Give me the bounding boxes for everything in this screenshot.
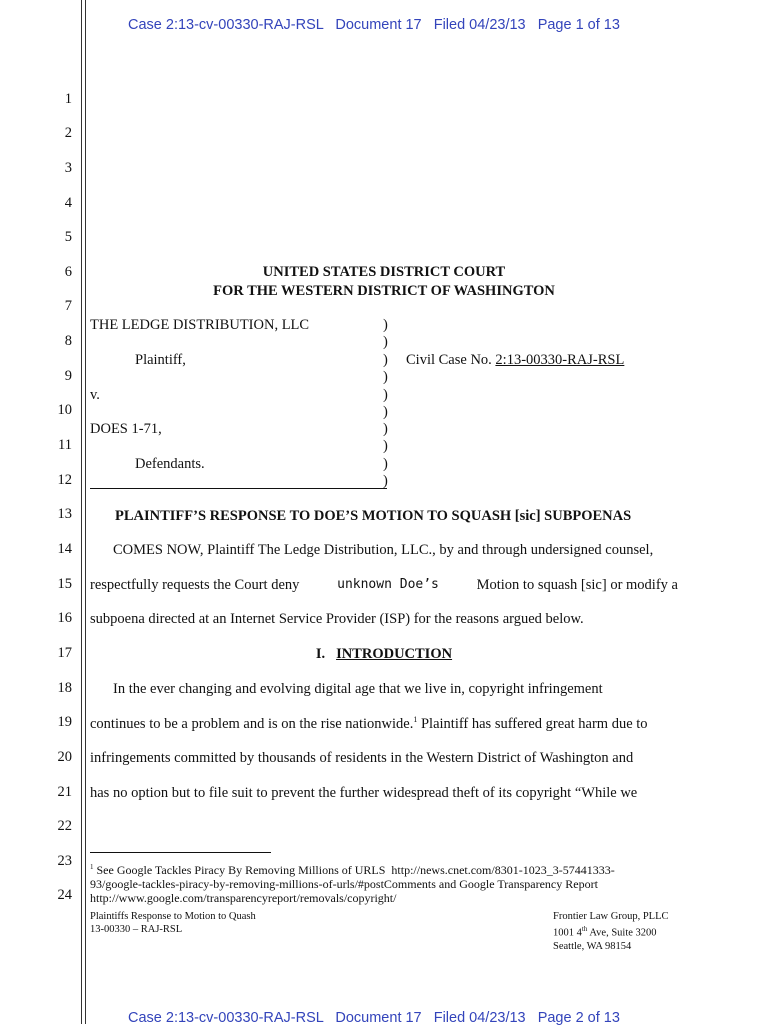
caption-paren: ) (383, 387, 388, 403)
line-number: 13 (57, 506, 72, 522)
line-number: 23 (57, 853, 72, 869)
footnote-rule (90, 852, 271, 853)
line-number: 12 (57, 472, 72, 488)
footnote-line1 (90, 860, 615, 877)
footnote-ref[interactable]: 1 (413, 715, 418, 724)
caption-paren: ) (383, 317, 388, 333)
caption-paren: ) (383, 404, 388, 420)
para1-line1: COMES NOW, Plaintiff The Ledge Distribution, LLC., by and through undersigned counsel, (113, 542, 654, 558)
case-number-label: Civil Case No. (406, 352, 496, 368)
footnote-mark: 1 (90, 863, 94, 871)
plaintiff-role: Plaintiff, (135, 352, 186, 368)
footer-case-number: 13-00330 – RAJ-RSL (90, 924, 183, 935)
line-number: 6 (64, 264, 72, 280)
line-number: 1 (64, 91, 72, 107)
footnote-text1: See Google Tackles Piracy By Removing Millions of URLS http://news.cnet.com/8301-1023_3-57441333- (93, 863, 615, 877)
section-number: I. (315, 646, 326, 662)
defendant-role: Defendants. (135, 456, 205, 472)
court-name: UNITED STATES DISTRICT COURT (262, 264, 506, 280)
case-number: 2:13-00330-RAJ-RSL (495, 352, 625, 368)
footer-address (553, 923, 669, 940)
line-number: 22 (57, 818, 72, 834)
case-number-line (406, 352, 624, 369)
versus: v. (90, 387, 100, 403)
para1-line2-b: unknown Doe’s (337, 577, 439, 592)
para1-line3: subpoena directed at an Internet Service Provider (ISP) for the reasons argued below. (90, 611, 584, 627)
line-number: 11 (58, 437, 72, 453)
para2-line2-a: continues to be a problem and is on the rise nationwide. (90, 715, 414, 732)
footnote (90, 860, 615, 905)
caption-paren: ) (383, 473, 388, 489)
para2-line4: has no option but to file suit to prevent the further widespread theft of its copyright “While we (90, 785, 638, 801)
para2-line1: In the ever changing and evolving digital age that we live in, copyright infringement (113, 681, 603, 697)
margin-rule-right (85, 0, 86, 1024)
line-number: 3 (64, 160, 72, 176)
court-district: FOR THE WESTERN DISTRICT OF WASHINGTON (213, 283, 555, 299)
footer-address-b: Ave, Suite 3200 (587, 927, 657, 939)
line-number: 2 (64, 125, 72, 141)
para1-line2-c: Motion to squash [sic] or modify a (472, 577, 678, 593)
line-number: 4 (64, 195, 72, 211)
line-number: 8 (64, 333, 72, 349)
line-number: 15 (57, 576, 72, 592)
plaintiff-name: THE LEDGE DISTRIBUTION, LLC (90, 317, 310, 333)
footer-left (90, 910, 256, 936)
caption-paren: ) (383, 456, 388, 472)
para1-line2 (90, 577, 678, 594)
caption-paren: ) (383, 438, 388, 454)
line-number: 21 (57, 784, 72, 800)
line-number: 9 (64, 368, 72, 384)
caption-paren: ) (383, 352, 388, 368)
para1-line2-a: respectfully requests the Court deny (90, 577, 304, 593)
para2-line2-b: Plaintiff has suffered great harm due to (417, 715, 648, 732)
line-number: 7 (64, 298, 72, 314)
ecf-header-next-page: Case 2:13-cv-00330-RAJ-RSL Document 17 Filed 04/23/13 Page 2 of 13 (128, 1010, 620, 1026)
caption-paren: ) (383, 334, 388, 350)
caption-paren: ) (383, 421, 388, 437)
line-number: 17 (57, 645, 72, 661)
section-heading (0, 646, 768, 663)
line-number: 20 (57, 749, 72, 765)
ecf-header: Case 2:13-cv-00330-RAJ-RSL Document 17 Filed 04/23/13 Page 1 of 13 (128, 17, 620, 33)
line-number: 5 (64, 229, 72, 245)
footer-city: Seattle, WA 98154 (553, 940, 632, 952)
line-number: 14 (57, 541, 72, 557)
para2-line2 (90, 715, 648, 733)
section-title: INTRODUCTION (336, 646, 453, 662)
footnote-line2: 93/google-tackles-piracy-by-removing-millions-of-urls/#postComments and Google Transparency Report (90, 877, 598, 891)
document-title: PLAINTIFF’S RESPONSE TO DOE’S MOTION TO SQUASH [sic] SUBPOENAS (115, 508, 632, 524)
line-number: 19 (57, 714, 72, 730)
margin-rule-left (81, 0, 82, 1024)
line-number: 24 (57, 887, 72, 903)
para2-line3: infringements committed by thousands of residents in the Western District of Washington and (90, 750, 634, 766)
line-number: 18 (57, 680, 72, 696)
footer-address-sup: th (581, 925, 588, 933)
footer-right (553, 910, 669, 953)
line-number: 16 (57, 610, 72, 626)
defendant-name: DOES 1-71, (90, 421, 162, 437)
footer-address-a: 1001 4 (553, 927, 582, 939)
line-number: 10 (57, 402, 72, 418)
footer-firm: Frontier Law Group, PLLC (553, 911, 669, 922)
caption-rule (90, 488, 387, 489)
footer-doc-title: Plaintiffs Response to Motion to Quash (90, 911, 256, 922)
caption-paren: ) (383, 369, 388, 385)
footnote-line3[interactable]: http://www.google.com/transparencyreport/removals/copyright/ (90, 891, 397, 905)
